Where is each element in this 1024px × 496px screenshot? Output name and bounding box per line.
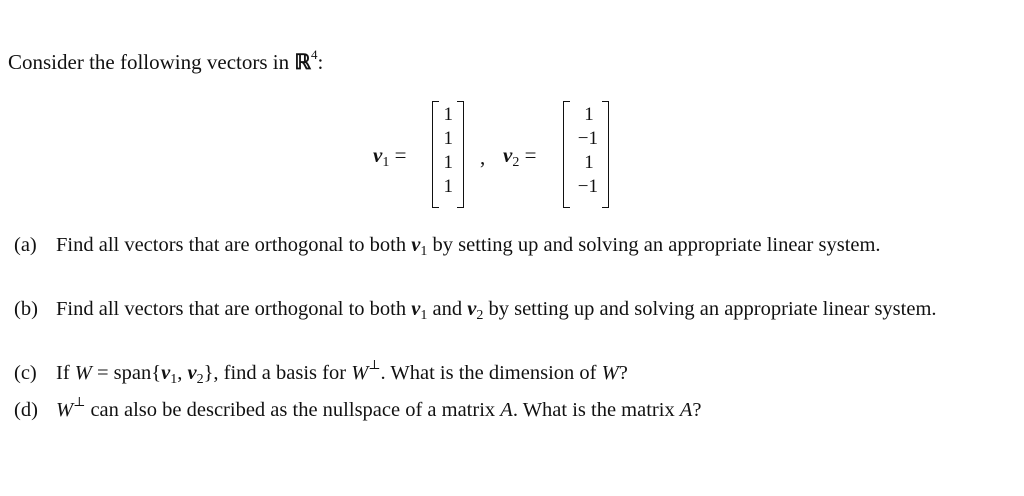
v1-label xyxy=(373,143,406,168)
v1-matrix xyxy=(432,101,464,208)
matrix-symbol: A xyxy=(500,399,513,421)
item-text: Find all vectors that are orthogonal to both xyxy=(56,298,412,320)
question-d xyxy=(14,396,991,424)
real-space-symbol: ℝ xyxy=(294,50,312,74)
vector-subscript: 1 xyxy=(170,372,178,387)
item-tag: (d) xyxy=(14,399,38,421)
item-text: can also be described as the nullspace of a matrix xyxy=(85,399,501,421)
vector-symbol: v xyxy=(187,362,197,384)
perp-symbol: ⊥ xyxy=(73,394,86,409)
v2-equals: = xyxy=(524,143,537,167)
v1-name: v xyxy=(373,143,383,167)
matrix-symbol: A xyxy=(679,399,693,421)
v2-entry: −1 xyxy=(577,128,598,149)
item-tag: (c) xyxy=(14,362,37,384)
item-text: and xyxy=(427,298,468,320)
item-tag: (a) xyxy=(14,234,37,256)
v2-subscript: 2 xyxy=(512,155,520,170)
v1-entry: 1 xyxy=(443,128,453,149)
v1-subscript: 1 xyxy=(382,155,390,170)
v2-matrix xyxy=(563,101,609,208)
question-c xyxy=(14,359,991,387)
intro-sentence xyxy=(8,47,324,75)
v2-name: v xyxy=(503,143,513,167)
question-a xyxy=(14,231,991,259)
v2-label xyxy=(503,143,536,168)
space-dimension: 4 xyxy=(311,47,318,62)
v1-equals: = xyxy=(394,143,407,167)
item-text: If xyxy=(56,362,75,384)
item-text: ? xyxy=(618,362,628,384)
question-b xyxy=(14,295,991,323)
v2-entry: 1 xyxy=(584,104,594,125)
v1-entry: 1 xyxy=(443,104,453,125)
vector-subscript: 2 xyxy=(476,308,484,323)
subspace-symbol: W xyxy=(351,362,369,384)
intro-colon: : xyxy=(317,50,324,74)
vector-symbol: v xyxy=(411,298,421,320)
item-text: Find all vectors that are orthogonal to both xyxy=(56,234,412,256)
perp-symbol: ⊥ xyxy=(368,357,381,372)
vector-symbol: v xyxy=(411,234,421,256)
v1-entry: 1 xyxy=(443,152,453,173)
vector-subscript: 1 xyxy=(420,308,428,323)
v1-entry: 1 xyxy=(443,176,453,197)
v2-entry: 1 xyxy=(584,152,594,173)
item-text: ? xyxy=(692,399,702,421)
item-tag: (b) xyxy=(14,298,38,320)
v2-entry: −1 xyxy=(577,176,598,197)
item-text: by setting up and solving an appropriate linear system. xyxy=(483,298,937,320)
subspace-symbol: W xyxy=(601,362,619,384)
vector-subscript: 2 xyxy=(196,372,204,387)
item-text: , xyxy=(177,362,188,384)
item-text: }, find a basis for xyxy=(203,362,352,384)
item-text: = span{ xyxy=(91,362,162,384)
item-text: . What is the dimension of xyxy=(380,362,602,384)
item-text: . What is the matrix xyxy=(512,399,680,421)
subspace-symbol: W xyxy=(74,362,92,384)
vector-separator: , xyxy=(480,145,486,169)
subspace-symbol: W xyxy=(56,399,74,421)
vector-symbol: v xyxy=(467,298,477,320)
vector-symbol: v xyxy=(161,362,171,384)
vector-subscript: 1 xyxy=(420,244,428,259)
intro-text: Consider the following vectors in xyxy=(8,50,295,74)
item-text: by setting up and solving an appropriate linear system. xyxy=(427,234,881,256)
